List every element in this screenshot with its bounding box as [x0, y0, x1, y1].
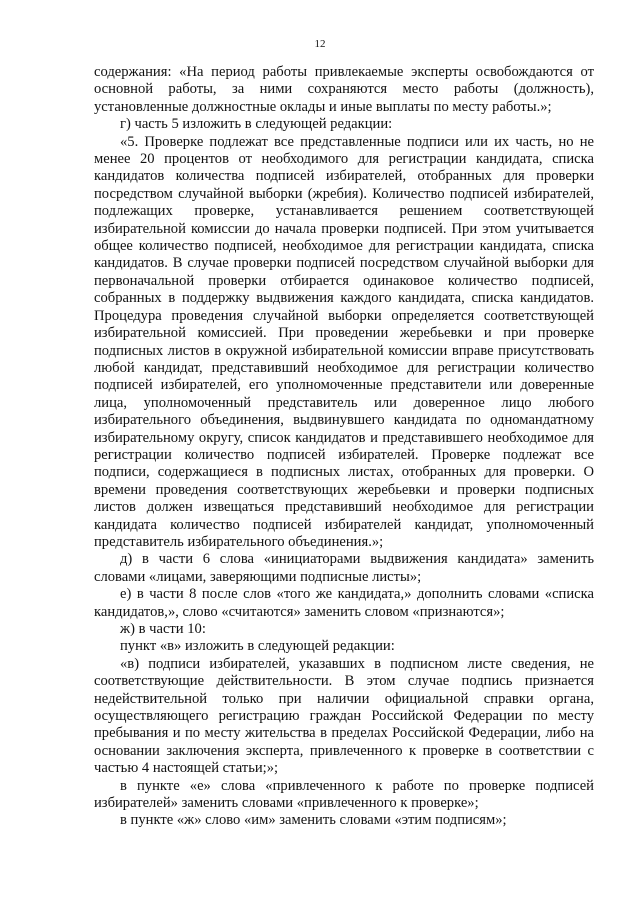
paragraph: ж) в части 10: [120, 621, 206, 637]
paragraph: в пункте «ж» слово «им» заменить словами «этим подписям»; [120, 812, 507, 829]
paragraph: «в) подписи избирателей, указавших в подписном листе сведения, не соответствующие действительности. В этом случае подпись признается недействительной только при наличии официальной справки органа, осуществляющего регистрацию граждан Российской Федерации по месту пребывания и по месту жительства в пределах Российской Федерации, либо на основании заключения эксперта, привлеченного к проверке в соответствии с частью 4 настоящей статьи;»; [94, 655, 594, 777]
paragraph: «5. Проверке подлежат все представленные подписи или их часть, но не менее 20 процентов от необходимого для регистрации кандидата, списка кандидатов количества подписей избирателей, отобранных для проверки посредством случайной выборки (жребия). Количество подписей избирателей, подлежащих проверке, устанавливается решением соответствующей избирательной комиссии до начала проверки подписей. При этом учитывается общее количество подписей, необходимое для регистрации кандидата, списка кандидатов. В случае проверки подписей посредством случайной выборки для первоначальной проверки отбирается одинаковое количество подписей, собранных в поддержку выдвижения каждого кандидата, списка кандидатов. Процедура проведения случайной выборки определяется соответствующей избирательной комиссией. При проведении жеребьевки и при проверке подписных листов в окружной избирательной комиссии вправе присутствовать любой кандидат, представивший необходимое для регистрации количество подписей избирателей, его уполномоченные представители или доверенные лица, уполномоченный представитель или доверенное лицо любого избирательного объединения, выдвинувшего кандидата по одномандатному избирательному округу, список кандидатов и представившего необходимое для регистрации количество подписей избирателей. Проверке подлежат все подписи, содержащиеся в подписных листах, отобранных для проверки. О времени проведения соответствующих жеребьевки и проверки подписных листов должен извещаться представивший необходимое для регистрации кандидата количество подписей избирателей кандидат, уполномоченный представитель избирательного объединения.»; [94, 133, 594, 550]
paragraph: е) в части 8 после слов «того же кандидата,» дополнить словами «списка кандидатов,», слово «считаются» заменить словом «признаются»; [94, 586, 594, 620]
paragraph: д) в части 6 слова «инициаторами выдвижения кандидата» заменить словами «лицами, заверяющими подписные листы»; [94, 551, 594, 585]
paragraph: г) часть 5 изложить в следующей редакции: [120, 116, 393, 133]
paragraph: в пункте «е» слова «привлеченного к работе по проверке подписей избирателей» заменить словами «привлеченного к проверке»; [94, 777, 594, 812]
paragraph: содержания: «На период работы привлекаемые эксперты освобождаются от основной работы, за ними сохраняются место работы (должность), установленные должностные оклады и иные выплаты по месту работы.»; [94, 64, 594, 115]
page-number: 12 [314, 38, 326, 50]
document-body [94, 64, 594, 830]
paragraph: пункт «в» изложить в следующей редакции: [120, 638, 395, 655]
